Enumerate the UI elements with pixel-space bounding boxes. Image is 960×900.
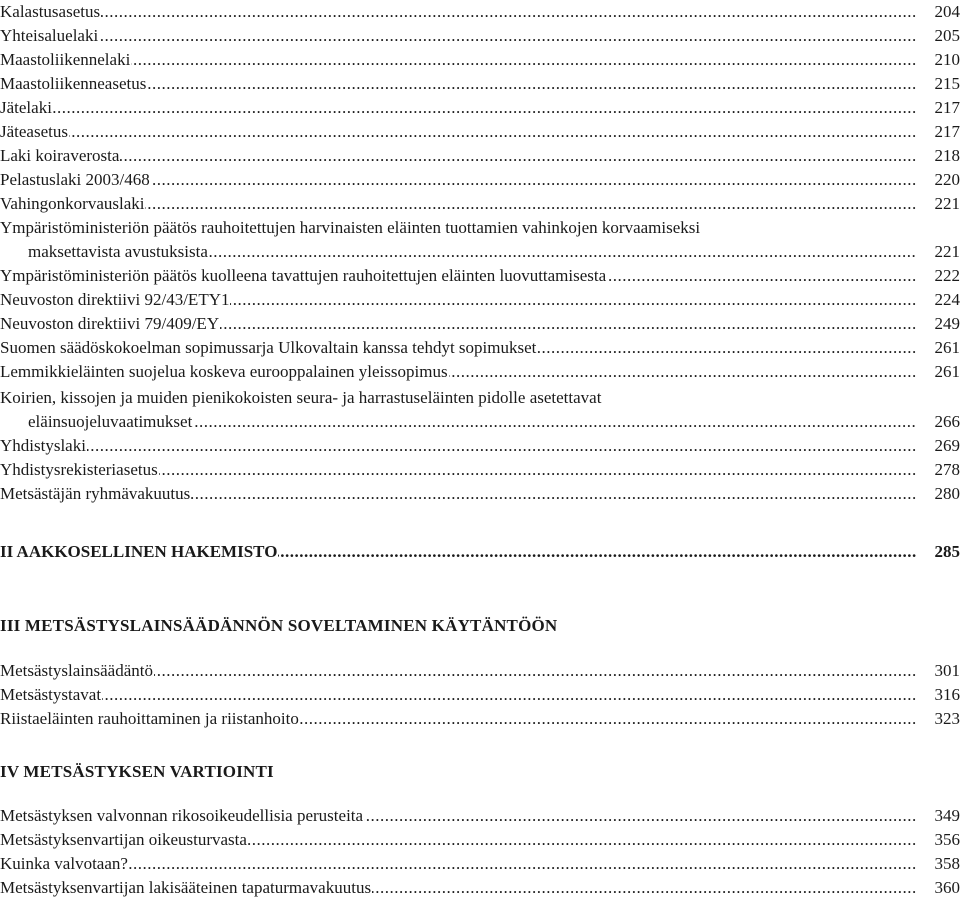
entry-title: eläinsuojeluvaatimukset [28,412,193,431]
entry-title: Metsästyksenvartijan lakisääteinen tapaturmavakuutus [0,878,372,897]
toc-entry[interactable] [0,852,960,876]
entry-page: 221 [934,194,960,213]
entry-title: Metsästystavat [0,685,102,704]
toc-entry[interactable] [0,72,960,96]
entry-title: Yhdistysrekisteriasetus [0,460,158,479]
entry-page: 218 [934,146,960,165]
entry-page: 349 [934,806,960,825]
entry-title: Suomen säädöskokoelman sopimussarja Ulkovaltain kanssa tehdyt sopimukset [0,338,537,357]
entry-title: Ympäristöministeriön päätös kuolleena tavattujen rauhoitettujen eläinten luovuttamisesta [0,266,607,285]
section-ii-entry[interactable] [0,540,960,564]
entry-page: 261 [934,362,960,381]
toc-entry[interactable] [0,683,960,707]
entry-title: maksettavista avustuksista [28,242,208,261]
toc-entry[interactable] [0,120,960,144]
entry-title: Yhdistyslaki [0,436,86,455]
entry-page: 266 [934,412,960,431]
entry-page: 280 [934,484,960,503]
toc-entry[interactable] [0,24,960,48]
toc-entry-first-line[interactable]: Ympäristöministeriön päätös rauhoitettujen harvinaisten eläinten tuottamien vahinkojen korvaamiseksi [0,218,701,237]
entry-page: 278 [934,460,960,479]
entry-title: Neuvoston direktiivi 92/43/ETY1 [0,290,230,309]
toc-entry[interactable] [0,96,960,120]
entry-page: 220 [934,170,960,189]
entry-page: 301 [934,661,960,680]
toc-entry[interactable] [0,336,960,360]
section-ii-title: II AAKKOSELLINEN HAKEMISTO [0,542,278,561]
entry-page: 222 [934,266,960,285]
entry-page: 323 [934,709,960,728]
toc-entry[interactable] [0,264,960,288]
toc-entry-first-line[interactable]: Koirien, kissojen ja muiden pienikokoisten seura- ja harrastuseläinten pidolle asetettavat [0,388,602,407]
entry-page: 205 [934,26,960,45]
entry-title: Pelastuslaki 2003/468 [0,170,150,189]
entry-title: Metsästäjän ryhmävakuutus [0,484,191,503]
entry-title: Yhteisaluelaki [0,26,99,45]
section-ii-page: 285 [934,542,960,561]
entry-title: Lemmikkieläinten suojelua koskeva eurooppalainen yleissopimus [0,362,448,381]
toc-entry[interactable] [0,168,960,192]
entry-page: 210 [934,50,960,69]
entry-page: 224 [934,290,960,309]
toc-entry[interactable] [0,458,960,482]
entry-page: 356 [934,830,960,849]
entry-title: Maastoliikenneasetus [0,74,147,93]
entry-title: Jäteasetus [0,122,68,141]
entry-title: Neuvoston direktiivi 79/409/EY [0,314,220,333]
entry-title: Kalastusasetus [0,2,101,21]
entry-title: Metsästyksen valvonnan rikosoikeudellisia perusteita [0,806,364,825]
entry-page: 269 [934,436,960,455]
toc-entry[interactable] [0,192,960,216]
entry-title: Vahingonkorvauslaki [0,194,145,213]
toc-entry[interactable] [0,360,960,384]
section-iii-heading[interactable]: III METSÄSTYSLAINSÄÄDÄNNÖN SOVELTAMINEN KÄYTÄNTÖÖN [0,616,558,635]
entry-page: 217 [934,122,960,141]
toc-entry[interactable] [0,876,960,900]
entry-title: Laki koiraverosta [0,146,120,165]
entry-page: 221 [934,242,960,261]
entry-page: 316 [934,685,960,704]
entry-title: Jätelaki [0,98,52,117]
toc-entry[interactable] [0,804,960,828]
toc-entry[interactable] [0,828,960,852]
entry-page: 358 [934,854,960,873]
toc-entry[interactable] [0,144,960,168]
toc-entry[interactable] [0,482,960,506]
entry-page: 249 [934,314,960,333]
toc-entry[interactable] [0,288,960,312]
entry-page: 217 [934,98,960,117]
entry-page: 204 [934,2,960,21]
entry-title: Metsästyksenvartijan oikeusturvasta [0,830,247,849]
entry-title: Metsästyslainsäädäntö [0,661,153,680]
entry-title: Kuinka valvotaan? [0,854,128,873]
entry-page: 261 [934,338,960,357]
entry-page: 360 [934,878,960,897]
section-iv-heading[interactable]: IV METSÄSTYKSEN VARTIOINTI [0,762,274,781]
entry-title: Riistaeläinten rauhoittaminen ja riistanhoito [0,709,299,728]
toc-entry-continuation[interactable] [0,410,960,434]
toc-entry[interactable] [0,48,960,72]
toc-entry[interactable] [0,312,960,336]
toc-entry[interactable] [0,659,960,683]
entry-title: Maastoliikennelaki [0,50,131,69]
toc-entry[interactable] [0,434,960,458]
toc-entry[interactable] [0,707,960,731]
toc-entry-continuation[interactable] [0,240,960,264]
toc-entry[interactable] [0,0,960,24]
entry-page: 215 [934,74,960,93]
